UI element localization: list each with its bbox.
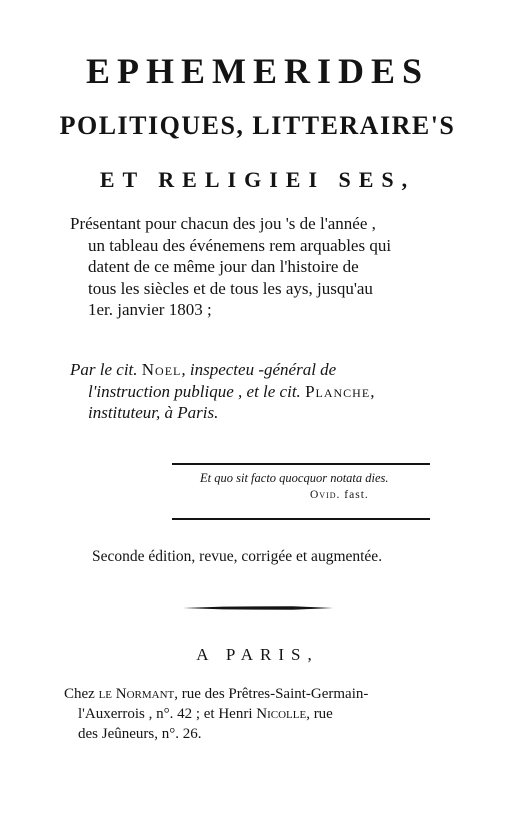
subtitle-line-1: POLITIQUES, LITTERAIRE'S	[59, 111, 456, 140]
imprint-text: l'Auxerrois , n°. 42 ; et Henri	[78, 706, 253, 722]
author-name-noel: Noel	[141, 360, 182, 379]
printer-name: Nicolle	[256, 706, 307, 722]
place-of-publication: A PARIS,	[196, 645, 319, 664]
description-line: datent de ce même jour dan l'histoire de	[88, 257, 359, 276]
authors-text: , inspecteu -général de	[181, 360, 337, 379]
authors-line: instituteur, à Paris.	[88, 403, 219, 422]
description-line: Présentant pour chacun des jou 's de l'année ,	[70, 214, 376, 233]
authors-text: l'instruction publique , et le cit.	[88, 381, 301, 401]
authors-text: ,	[370, 381, 375, 401]
epigraph-quote: Et quo sit facto quocquor notata dies.	[200, 471, 389, 485]
imprint-line	[64, 684, 454, 704]
authors-line	[70, 381, 448, 403]
imprint-text: , rue des Prêtres-Saint-Germain-	[174, 686, 369, 702]
imprint-text: Chez	[64, 686, 95, 702]
description-line: un tableau des événemens rem arquables qui	[88, 235, 392, 255]
epigraph-author: Ovid.	[310, 489, 341, 501]
epigraph-source: fast.	[344, 489, 369, 501]
divider-top	[172, 463, 430, 465]
ornamental-rule	[183, 604, 333, 612]
description-line: 1er. janvier 1803 ;	[88, 300, 212, 319]
authors-paragraph	[70, 359, 448, 424]
description-paragraph	[70, 213, 448, 321]
divider-bottom	[172, 518, 430, 520]
description-line: tous les siècles et de tous les ays, jusqu'au	[88, 278, 373, 298]
author-name-planche: Planche	[305, 381, 371, 401]
imprint-line	[64, 704, 454, 724]
edition-statement: Seconde édition, revue, corrigée et augmentée.	[92, 548, 383, 565]
authors-text: Par le cit.	[70, 360, 138, 379]
subtitle-line-2: ET RELIGIEI SES,	[99, 167, 416, 192]
imprint-line: des Jeûneurs, n°. 26.	[78, 726, 202, 742]
authors-line	[70, 359, 448, 381]
epigraph-attribution	[310, 489, 369, 501]
main-title: EPHEMERIDES	[85, 51, 430, 91]
publisher-name: le Normant	[98, 686, 175, 702]
imprint-text: , rue	[306, 706, 333, 722]
imprint	[64, 684, 454, 744]
